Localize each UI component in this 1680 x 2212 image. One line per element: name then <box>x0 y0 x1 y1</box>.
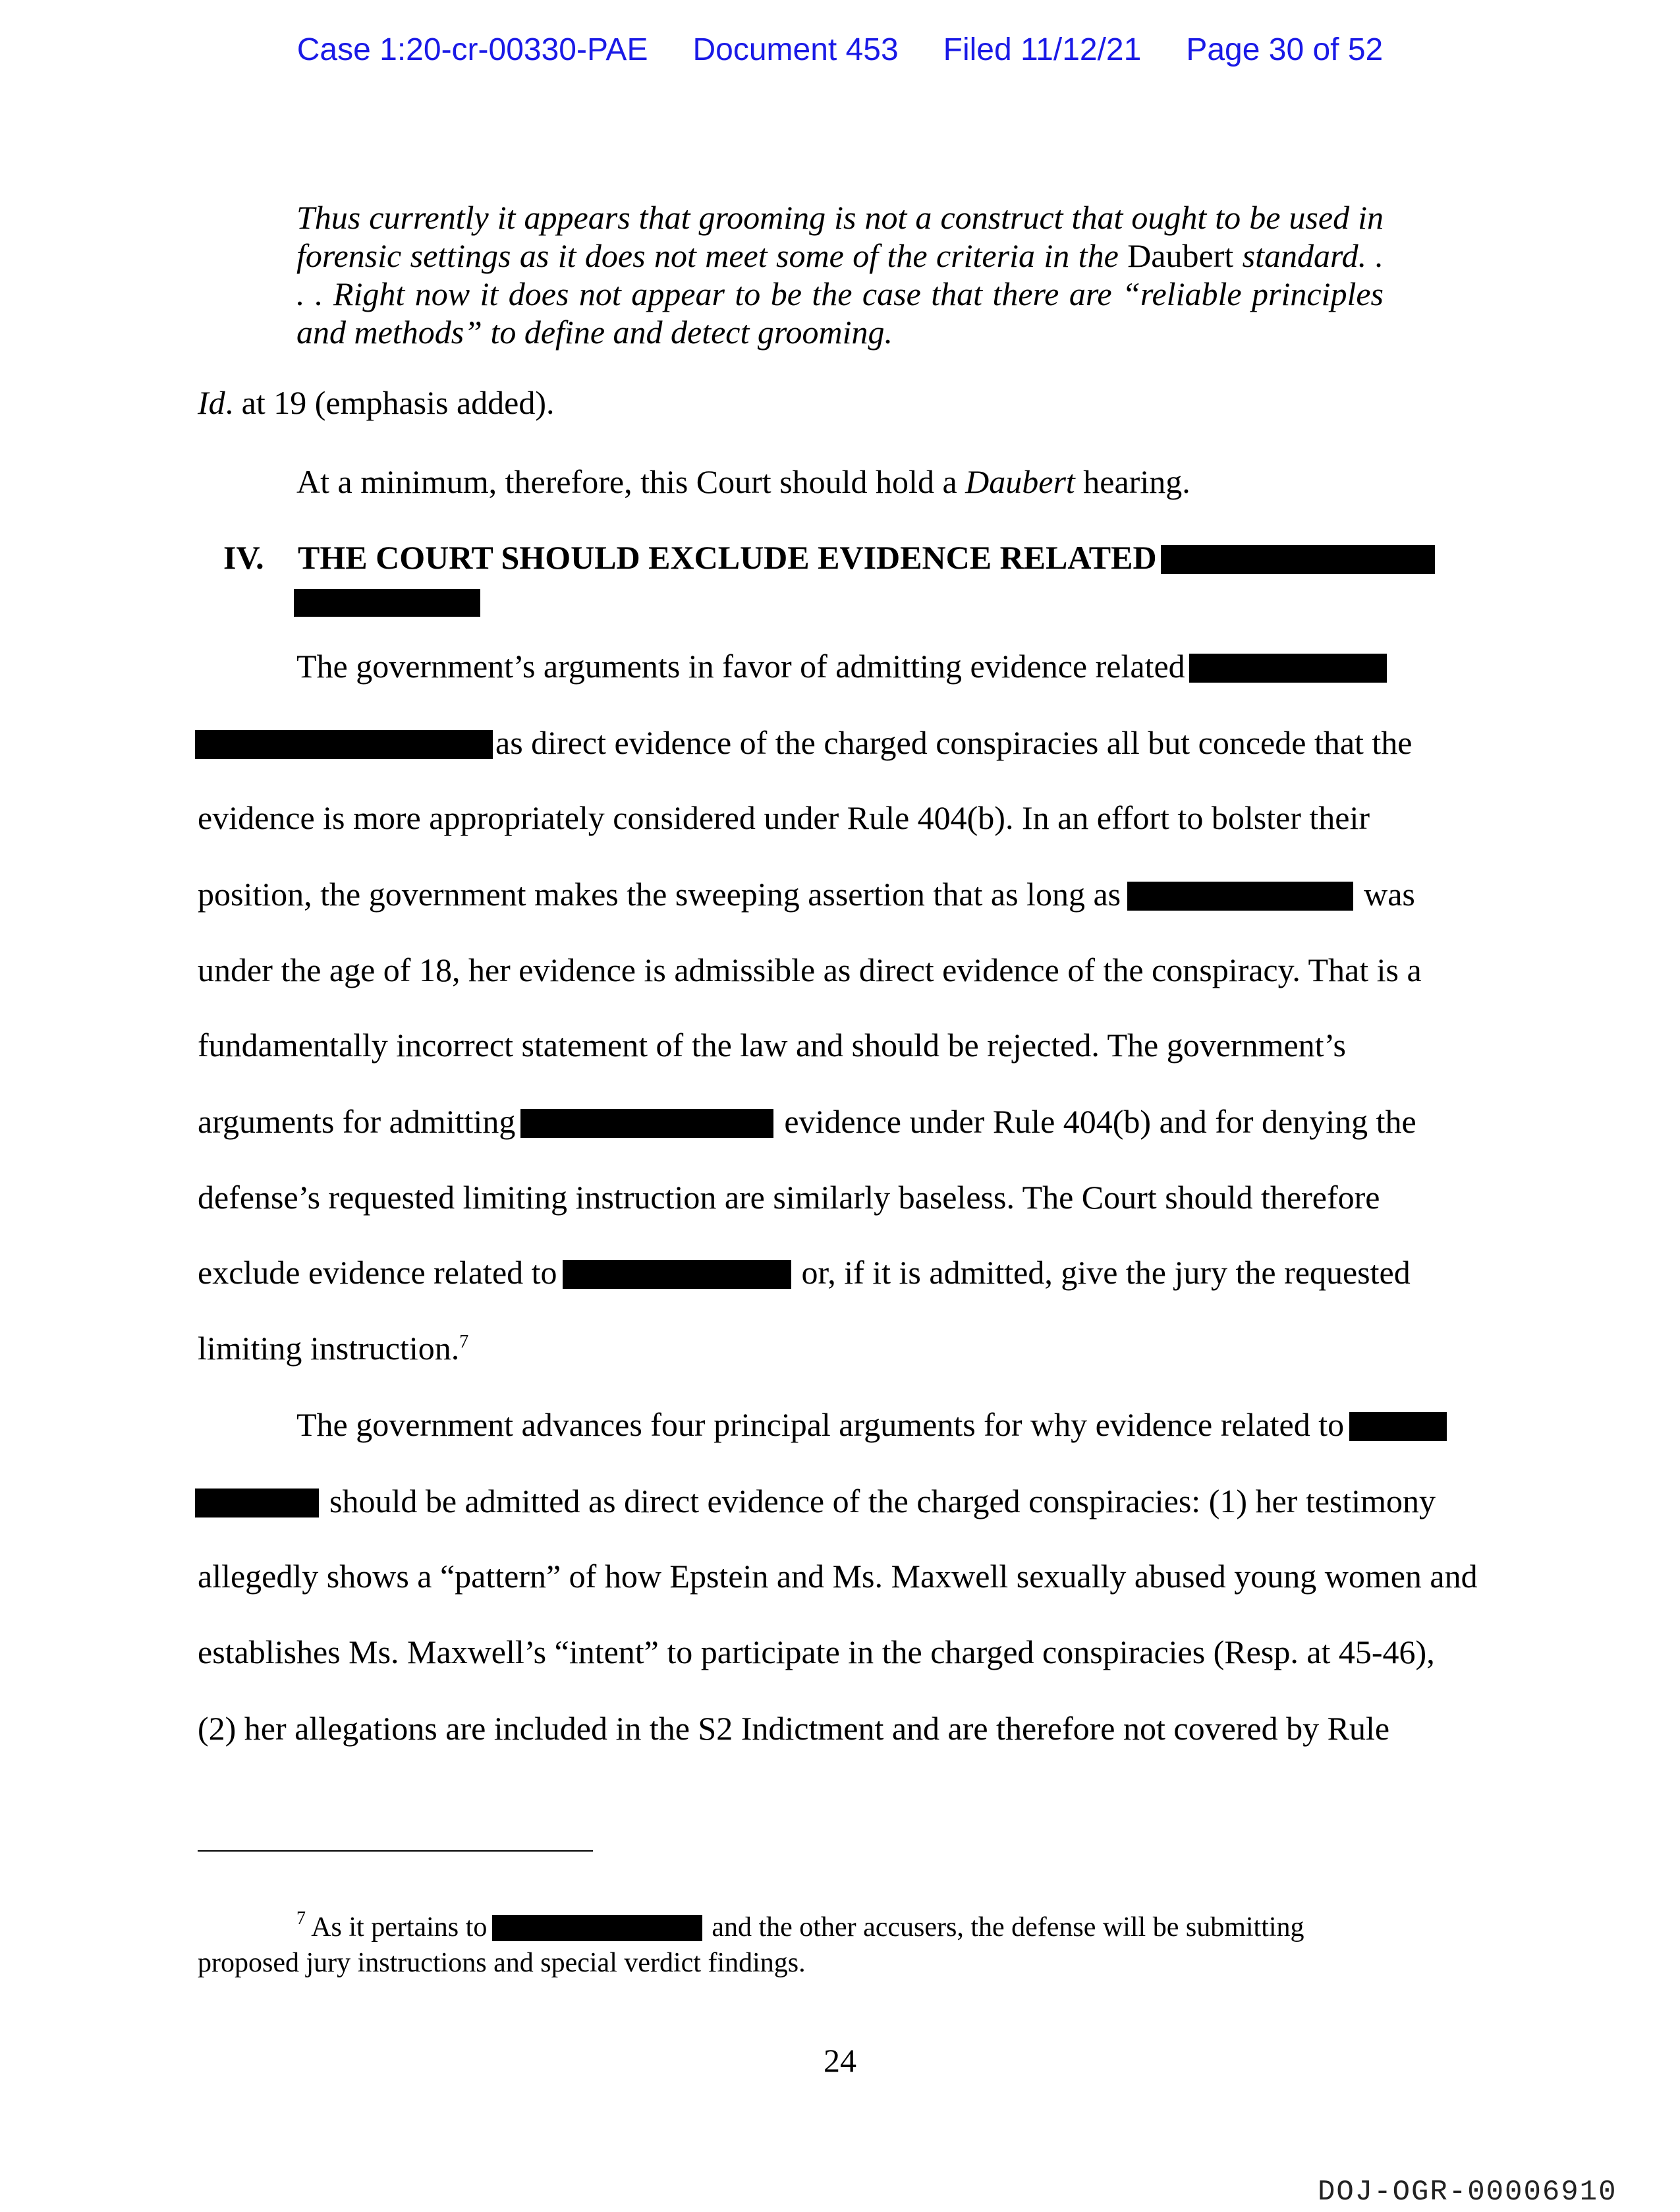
document-number: Document 453 <box>692 32 899 67</box>
footnote-line: proposed jury instructions and special verdict findings. <box>198 1948 806 1978</box>
paragraph-line <box>198 1328 468 1368</box>
redaction <box>563 1260 791 1289</box>
text: and the other accusers, the defense will be submitting <box>712 1912 1304 1943</box>
redaction <box>1349 1412 1447 1441</box>
paragraph-line <box>198 1102 1416 1141</box>
paragraph-line <box>296 1405 1447 1444</box>
text: As it pertains to <box>311 1912 488 1943</box>
heading-title: THE COURT SHOULD EXCLUDE EVIDENCE RELATED <box>298 539 1157 576</box>
redaction <box>294 589 480 617</box>
paragraph-line: defense’s requested limiting instruction are similarly baseless. The Court should therefore <box>198 1179 1380 1216</box>
text: or, if it is admitted, give the jury the requested <box>801 1254 1411 1291</box>
text: should be admitted as direct evidence of the charged conspiracies: (1) her testimony <box>329 1483 1436 1519</box>
paragraph-line <box>195 1481 1436 1521</box>
redaction <box>492 1915 702 1941</box>
quote-line: and methods” to define and detect grooming. <box>296 314 893 351</box>
quote-text: standard. . <box>1233 237 1384 274</box>
paragraph-line <box>195 723 1413 762</box>
text: was <box>1364 876 1415 913</box>
paragraph-line: allegedly shows a “pattern” of how Epstein and Ms. Maxwell sexually abused young women and <box>198 1558 1478 1595</box>
page-number: 24 <box>824 2042 856 2079</box>
paragraph-line <box>198 1253 1411 1292</box>
text: hearing. <box>1075 463 1190 500</box>
text: exclude evidence related to <box>198 1254 557 1291</box>
paragraph-line <box>296 646 1387 686</box>
redaction <box>195 1489 319 1517</box>
quote-text: forensic settings as it does not meet some of the criteria in the <box>296 237 1128 274</box>
text: arguments for admitting <box>198 1103 516 1140</box>
paragraph-line: evidence is more appropriately considered under Rule 404(b). In an effort to bolster their <box>198 799 1370 836</box>
quote-line <box>296 236 1384 275</box>
footnote-ref: 7 <box>459 1332 469 1352</box>
bates-number: DOJ-OGR-00006910 <box>1318 2176 1617 2209</box>
redaction <box>1189 654 1387 683</box>
quote-line: Thus currently it appears that grooming is not a construct that ought to be used in <box>296 199 1384 236</box>
paragraph-line <box>296 462 1190 501</box>
redaction <box>195 730 493 759</box>
filed-date: Filed 11/12/21 <box>943 32 1142 67</box>
paragraph-line: fundamentally incorrect statement of the law and should be rejected. The government’s <box>198 1027 1346 1063</box>
paragraph-line: (2) her allegations are included in the S2 Indictment and are therefore not covered by Rule <box>198 1710 1390 1747</box>
footnote-marker: 7 <box>296 1908 306 1929</box>
page-count: Page 30 of 52 <box>1186 32 1384 67</box>
text: At a minimum, therefore, this Court should hold a <box>296 463 966 500</box>
text: position, the government makes the sweeping assertion that as long as <box>198 876 1121 913</box>
text: The government’s arguments in favor of admitting evidence related <box>296 648 1185 685</box>
citation <box>198 383 555 422</box>
redaction <box>1127 882 1353 911</box>
citation-text: . at 19 (emphasis added). <box>225 384 555 421</box>
footnote-divider <box>198 1850 593 1852</box>
text: limiting instruction. <box>198 1330 460 1367</box>
heading-text <box>298 538 1435 577</box>
text: The government advances four principal arguments for why evidence related to <box>296 1406 1345 1443</box>
text: as direct evidence of the charged conspiracies all but concede that the <box>495 724 1413 761</box>
paragraph-line: establishes Ms. Maxwell’s “intent” to participate in the charged conspiracies (Resp. at 45-46), <box>198 1633 1435 1670</box>
citation-id: Id <box>198 384 225 421</box>
text: evidence under Rule 404(b) and for denying the <box>784 1103 1416 1140</box>
redaction <box>1161 545 1435 574</box>
paragraph-line: under the age of 18, her evidence is admissible as direct evidence of the conspiracy. That is a <box>198 951 1422 988</box>
heading-number: IV. <box>223 539 264 576</box>
quote-line: . . Right now it does not appear to be the case that there are “reliable principles <box>296 275 1384 312</box>
redaction <box>520 1109 773 1138</box>
case-header <box>0 32 1680 68</box>
case-number: Case 1:20-cr-00330-PAE <box>296 32 648 67</box>
footnote-line <box>296 1908 1304 1944</box>
paragraph-line <box>198 874 1415 914</box>
quote-text: Daubert <box>1127 237 1234 274</box>
text: Daubert <box>965 463 1075 500</box>
